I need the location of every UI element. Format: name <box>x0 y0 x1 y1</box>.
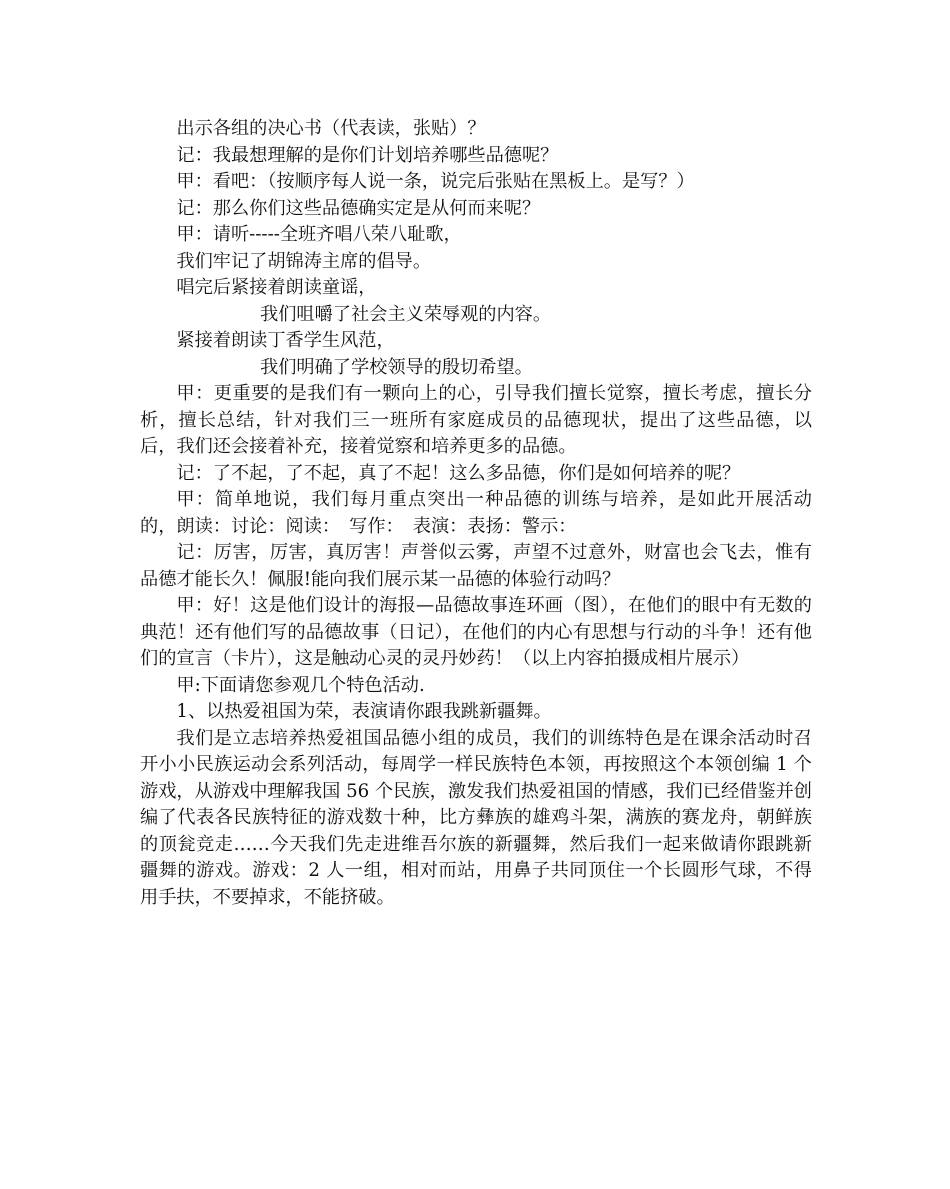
paragraph: 我们是立志培养热爱祖国品德小组的成员，我们的训练特色是在课余活动时召开小小民族运动会系列活动，每周学一样民族特色本领，再按照这个本领创编 1 个游戏，从游戏中理解我国 56 个民族，激发我们热爱祖国的情感，我们已经借鉴并创编了代表各民族特征的游戏数十种，比方彝族的雄鸡斗架，满族的赛龙舟，朝鲜族的顶瓮竞走……今天我们先走进维吾尔族的新疆舞，然后我们一起来做请你跟跳新疆舞的游戏。游戏：2 人一组，相对而站，用鼻子共同顶住一个长圆形气球，不得用手扶，不要掉求，不能挤破。 <box>140 727 812 908</box>
paragraph: 甲：好！这是他们设计的海报—品德故事连环画（图），在他们的眼中有无数的典范！还有他们写的品德故事（日记），在他们的内心有思想与行动的斗争！还有他们的宣言（卡片），这是触动心灵的灵丹妙药！（以上内容拍摄成相片展示） <box>140 595 812 669</box>
paragraph: 甲：看吧：（按顺序每人说一条，说完后张贴在黑板上。是写？） <box>176 171 695 192</box>
paragraph: 出示各组的决心书（代表读，张贴）？ <box>176 118 486 139</box>
paragraph: 甲：请听-----全班齐唱八荣八耻歌， <box>176 224 462 245</box>
paragraph: 1、以热爱祖国为荣，表演请你跟我跳新疆舞。 <box>176 701 552 722</box>
paragraph: 记：厉害，厉害，真厉害！声誉似云雾，声望不过意外，财富也会飞去，惟有品德才能长久！佩服!能向我们展示某一品德的体验行动吗？ <box>140 542 812 590</box>
paragraph: 甲:下面请您参观几个特色活动. <box>176 674 425 696</box>
paragraph: 我们牢记了胡锦涛主席的倡导。 <box>176 250 432 272</box>
paragraph: 唱完后紧接着朗读童谣， <box>176 277 377 298</box>
paragraph: 记：我最想理解的是你们计划培养哪些品德呢？ <box>176 144 559 166</box>
paragraph: 我们咀嚼了社会主义荣辱观的内容。 <box>260 303 552 325</box>
paragraph: 甲：简单地说，我们每月重点突出一种品德的训练与培养，是如此开展活动的，朗读：讨论：阅读： 写作： 表演：表扬：警示： <box>140 489 812 537</box>
paragraph: 紧接着朗读丁香学生风范， <box>176 330 395 351</box>
paragraph: 甲：更重要的是我们有一颗向上的心，引导我们擅长觉察，擅长考虑，擅长分析，擅长总结，针对我们三一班所有家庭成员的品德现状，提出了这些品德，以后，我们还会接着补充，接着觉察和培养更多的品德。 <box>140 383 812 457</box>
paragraph: 记：那么你们这些品德确实定是从何而来呢？ <box>176 197 541 219</box>
paragraph: 我们明确了学校领导的殷切希望。 <box>260 356 533 378</box>
paragraph: 记：了不起，了不起，真了不起！这么多品德，你们是如何培养的呢？ <box>176 462 741 484</box>
document-page <box>140 116 812 911</box>
